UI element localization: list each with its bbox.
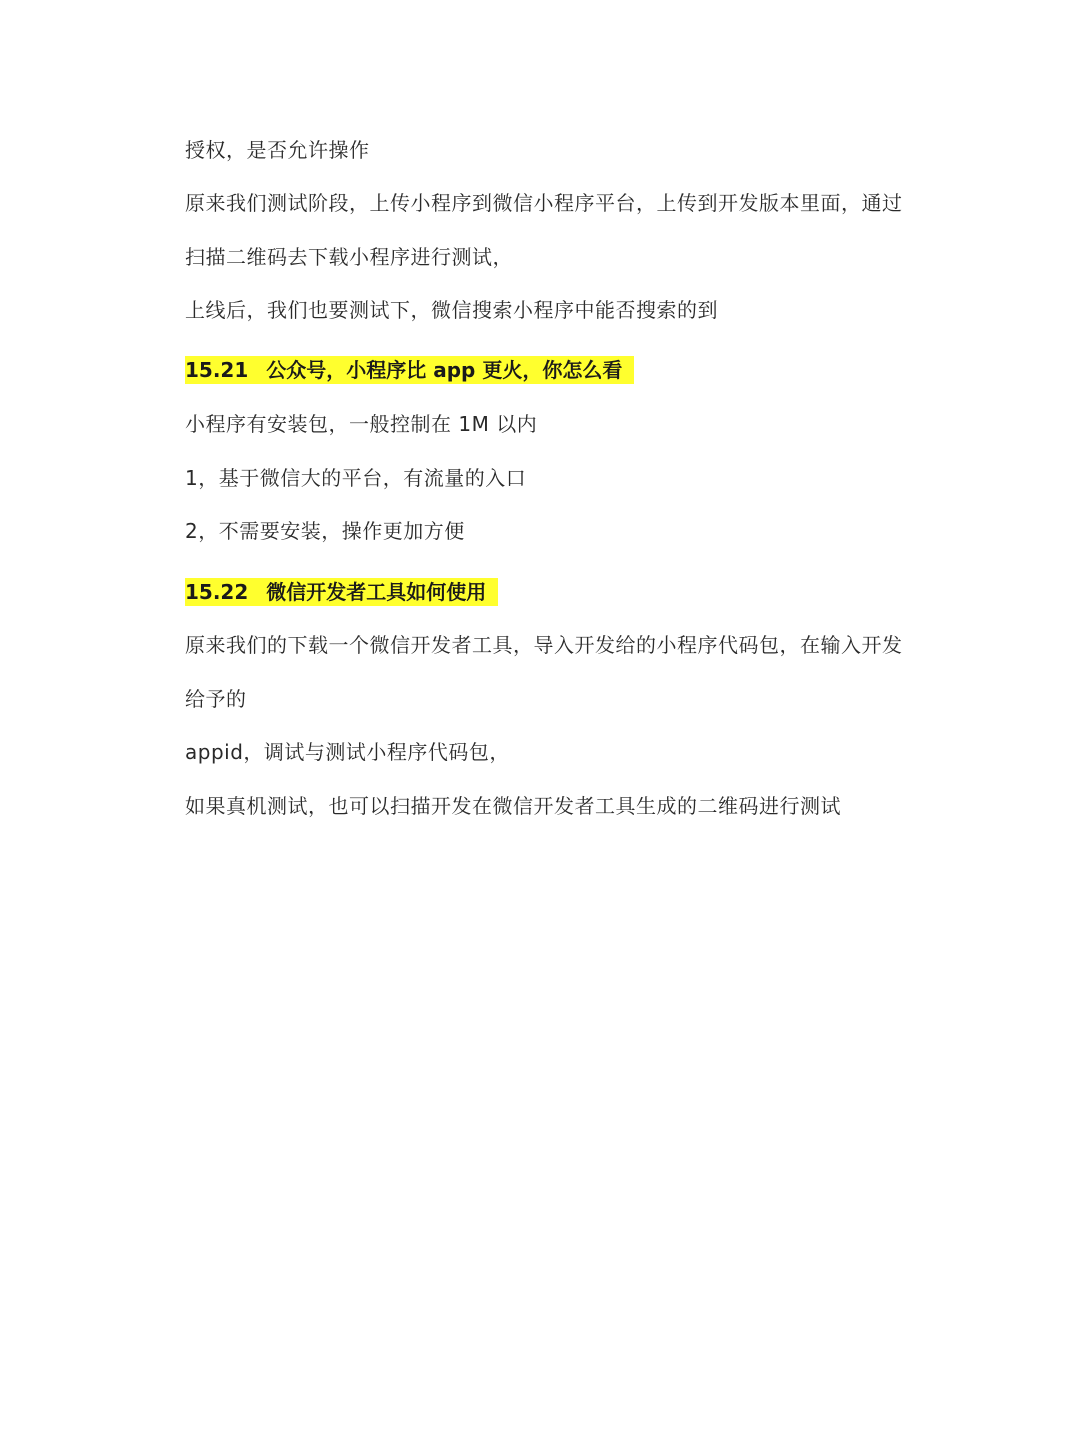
paragraph-line: 原来我们测试阶段，上传小程序到微信小程序平台，上传到开发版本里面，通过 [185, 191, 903, 215]
paragraph-line: 如果真机测试，也可以扫描开发在微信开发者工具生成的二维码进行测试 [185, 794, 841, 818]
section-number: 15.22 [185, 580, 249, 604]
section-heading-15-21 [185, 356, 634, 384]
paragraph-line: 1，基于微信大的平台，有流量的入口 [185, 466, 527, 490]
section-heading-15-22 [185, 578, 498, 606]
section-number: 15.21 [185, 358, 249, 382]
paragraph-line: 上线后，我们也要测试下，微信搜索小程序中能否搜索的到 [185, 298, 718, 322]
paragraph-line: 原来我们的下载一个微信开发者工具，导入开发给的小程序代码包，在输入开发 [185, 633, 903, 657]
paragraph-line: appid，调试与测试小程序代码包， [185, 740, 510, 764]
paragraph-line: 小程序有安装包，一般控制在 1M 以内 [185, 412, 538, 436]
paragraph-line: 2，不需要安装，操作更加方便 [185, 519, 465, 543]
paragraph-line: 授权，是否允许操作 [185, 138, 370, 162]
section-title: 公众号，小程序比 app 更火，你怎么看 [266, 358, 623, 382]
section-title: 微信开发者工具如何使用 [266, 580, 487, 604]
paragraph-line: 给予的 [185, 687, 247, 711]
paragraph-line: 扫描二维码去下载小程序进行测试， [185, 245, 513, 269]
